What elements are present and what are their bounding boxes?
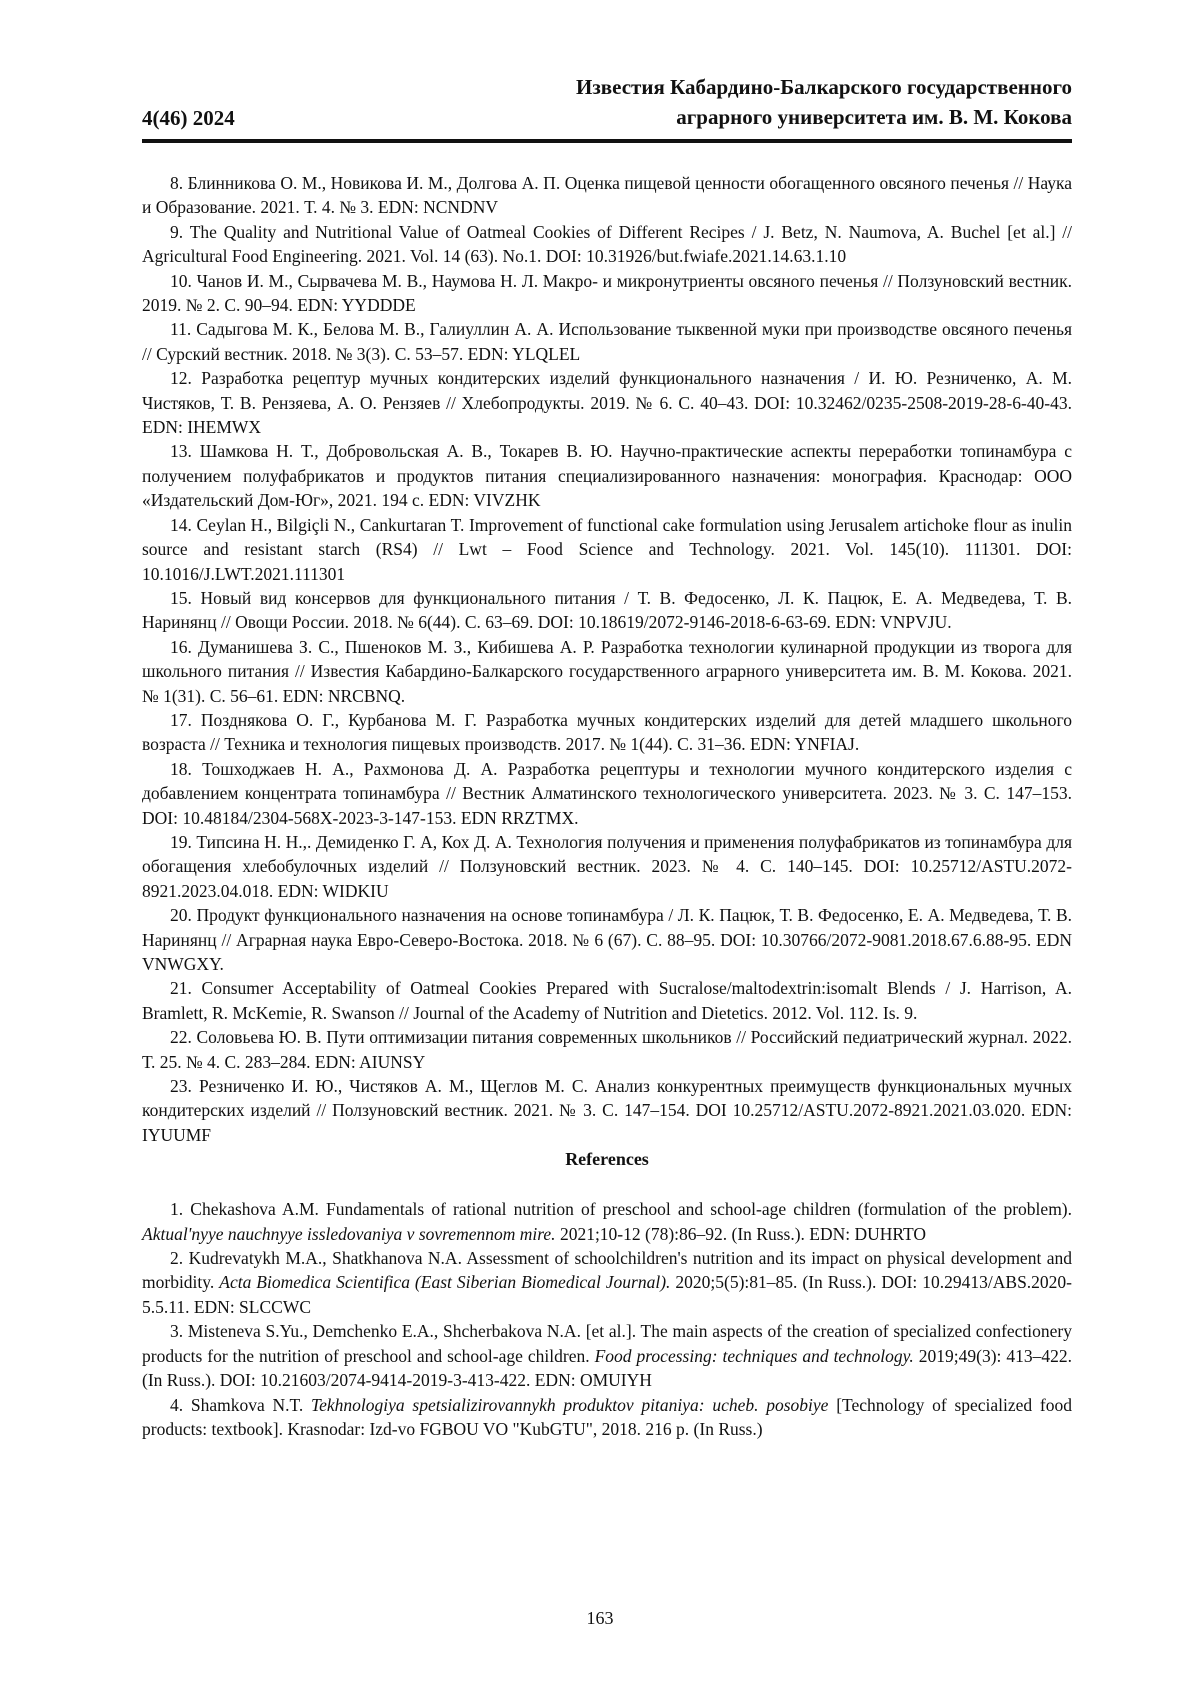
reference-number: 10. [142, 271, 192, 291]
reference-item [142, 976, 1072, 1025]
reference-text: Чанов И. М., Сырвачева М. В., Наумова Н. Л. Макро- и микронутриенты овсяного печенья // Ползуновский вестник. 2019. № 2. С. 90–94. EDN: YYDDDE [142, 271, 1072, 315]
reference-item [142, 366, 1072, 439]
english-reference-list [142, 1197, 1072, 1441]
reference-text: Позднякова О. Г., Курбанова М. Г. Разработка мучных кондитерских изделий для детей младшего школьного возраста // Техника и технология пищевых производств. 2017. № 1(44). С. 31–36. EDN: YNFIAJ. [142, 710, 1072, 754]
journal-page [0, 0, 1200, 1697]
reference-number: 23. [142, 1076, 192, 1096]
reference-item [142, 1074, 1072, 1147]
reference-number: 13. [142, 441, 192, 461]
journal-title-line-2: аграрного университета им. В. М. Кокова [150, 102, 1072, 132]
reference-text: Блинникова О. М., Новикова И. М., Долгова А. П. Оценка пищевой ценности обогащенного овсяного печенья // Наука и Образование. 2021. Т. 4. № 3. EDN: NCNDNV [142, 173, 1072, 217]
reference-number: 17. [142, 710, 192, 730]
journal-title [150, 72, 1072, 132]
reference-source: Aktual'nyye nauchnyye issledovaniya v sovremennom mire. [142, 1224, 556, 1244]
reference-item [142, 1393, 1072, 1442]
reference-source: Acta Biomedica Scientifica (East Siberian Biomedical Journal). [219, 1272, 670, 1292]
reference-source: Tekhnologiya spetsializirovannykh produktov pitaniya: ucheb. posobiye [311, 1395, 828, 1415]
reference-item [142, 317, 1072, 366]
reference-number: 9. [142, 222, 183, 242]
reference-item [142, 220, 1072, 269]
reference-number: 11. [142, 319, 191, 339]
reference-text: Chekashova A.M. Fundamentals of rational nutrition of preschool and school-age children (formulation of the problem). [190, 1199, 1072, 1219]
reference-text: Shamkova N.T. [191, 1395, 311, 1415]
reference-text: Резниченко И. Ю., Чистяков А. М., Щеглов М. С. Анализ конкурентных преимуществ функциональных мучных кондитерских изделий // Ползуновский вестник. 2021. № 3. С. 147–154. DOI 10.25712/ASTU.2072-8921.2021.03.020. EDN: IYUUMF [142, 1076, 1072, 1145]
reference-item [142, 830, 1072, 903]
reference-text: Новый вид консервов для функционального питания / Т. В. Федосенко, Л. К. Пацюк, Е. А. Медведева, Т. В. Наринянц // Овощи России. 2018. № 6(44). С. 63–69. DOI: 10.18619/2072-9146-2018-6-63-69. EDN: VNPVJU. [142, 588, 1072, 632]
reference-details: [Technology of specialized food products: textbook]. Krasnodar: Izd-vo FGBOU VO "KubGTU", 2018. 216 p. (In Russ.) [142, 1395, 1072, 1439]
reference-text: Ceylan H., Bilgiçli N., Cankurtaran T. Improvement of functional cake formulation using Jerusalem artichoke flour as inulin source and resistant starch (RS4) // Lwt – Food Science and Technology. 2021. Vol. 145(10). 111301. DOI: 10.1016/J.LWT.2021.111301 [142, 515, 1072, 584]
reference-text: Consumer Acceptability of Oatmeal Cookies Prepared with Sucralose/maltodextrin:isomalt Blends / J. Harrison, A. Bramlett, R. McKemie, R. Swanson // Journal of the Academy of Nutrition and Dietetics. 2012. Vol. 112. Is. 9. [142, 978, 1072, 1022]
reference-text: Садыгова М. К., Белова М. В., Галиуллин А. А. Использование тыквенной муки при производстве овсяного печенья // Сурский вестник. 2018. № 3(3). С. 53–57. EDN: YLQLEL [142, 319, 1072, 363]
reference-item [142, 1197, 1072, 1246]
reference-item [142, 708, 1072, 757]
reference-item [142, 1246, 1072, 1319]
reference-item [142, 171, 1072, 220]
reference-text: The Quality and Nutritional Value of Oatmeal Cookies of Different Recipes / J. Betz, N. Naumova, A. Buchel [et al.] // Agricultural Food Engineering. 2021. Vol. 14 (63). No.1. DOI: 10.31926/but.fwiafe.2021.14.63.1.10 [142, 222, 1072, 266]
reference-number: 2. [142, 1248, 183, 1268]
issue-number: 4(46) 2024 [142, 103, 235, 133]
reference-text: Думанишева З. С., Пшеноков М. З., Кибишева А. Р. Разработка технологии кулинарной продукции из творога для школьного питания // Известия Кабардино-Балкарского государственного аграрного университета им. В. М. Кокова. 2021. № 1(31). С. 56–61. EDN: NRCBNQ. [142, 637, 1072, 706]
reference-number: 22. [142, 1027, 192, 1047]
reference-text: Тошходжаев Н. А., Рахмонова Д. А. Разработка рецептуры и технологии мучного кондитерского изделия с добавлением концентрата топинамбура // Вестник Алматинского технологического университета. 2023. № 3. С. 147–153. DOI: 10.48184/2304-568X-2023-3-147-153. EDN RRZTMX. [142, 759, 1072, 828]
reference-source: Food processing: techniques and technology. [595, 1346, 914, 1366]
reference-text: Шамкова Н. Т., Добровольская А. В., Токарев В. Ю. Научно-практические аспекты переработки топинамбура с получением полуфабрикатов и продуктов питания специализированного назначения: монография. Краснодар: ООО «Издательский Дом-Юг», 2021. 194 с. EDN: VIVZHK [142, 441, 1072, 510]
reference-list [142, 171, 1072, 1441]
reference-number: 4. [142, 1395, 183, 1415]
reference-details: 2019;49(3): 413–422. (In Russ.). DOI: 10.21603/2074-9414-2019-3-413-422. EDN: OMUIYH [142, 1346, 1072, 1390]
reference-item [142, 757, 1072, 830]
reference-text: Kudrevatykh M.A., Shatkhanova N.A. Assessment of schoolchildren's nutrition and its impact on physical development and morbidity. [142, 1248, 1072, 1292]
reference-number: 14. [142, 515, 192, 535]
reference-number: 16. [142, 637, 192, 657]
reference-item [142, 903, 1072, 976]
reference-text: Misteneva S.Yu., Demchenko E.A., Shcherbakova N.A. [et al.]. The main aspects of the creation of specialized confectionery products for the nutrition of preschool and school-age children. [142, 1321, 1072, 1365]
references-heading: References [142, 1147, 1072, 1171]
reference-text: Соловьева Ю. В. Пути оптимизации питания современных школьников // Российский педиатрический журнал. 2022. Т. 25. № 4. С. 283–284. EDN: AIUNSY [142, 1027, 1072, 1071]
reference-number: 20. [142, 905, 192, 925]
reference-text: Продукт функционального назначения на основе топинамбура / Л. К. Пацюк, Т. В. Федосенко, Е. А. Медведева, Т. В. Наринянц // Аграрная наука Евро-Северо-Востока. 2018. № 6 (67). С. 88–95. DOI: 10.30766/2072-9081.2018.67.6.88-95. EDN VNWGXY. [142, 905, 1072, 974]
reference-number: 12. [142, 368, 192, 388]
reference-number: 15. [142, 588, 192, 608]
reference-item [142, 586, 1072, 635]
reference-item [142, 269, 1072, 318]
reference-number: 3. [142, 1321, 183, 1341]
journal-title-line-1: Известия Кабардино-Балкарского государственного [150, 72, 1072, 102]
reference-number: 1. [142, 1199, 183, 1219]
reference-details: 2020;5(5):81–85. (In Russ.). DOI: 10.29413/ABS.2020-5.5.11. EDN: SLCCWC [142, 1272, 1072, 1316]
russian-reference-list [142, 171, 1072, 1147]
reference-number: 21. [142, 978, 192, 998]
reference-item [142, 635, 1072, 708]
reference-item [142, 1025, 1072, 1074]
reference-text: Типсина Н. Н.,. Демиденко Г. А, Кох Д. А. Технология получения и применения полуфабрикатов из топинамбура для обогащения хлебобулочных изделий // Ползуновский вестник. 2023. № 4. С. 140–145. DOI: 10.25712/ASTU.2072-8921.2023.04.018. EDN: WIDKIU [142, 832, 1072, 901]
reference-number: 8. [142, 173, 183, 193]
reference-number: 18. [142, 759, 192, 779]
reference-item [142, 513, 1072, 586]
reference-number: 19. [142, 832, 192, 852]
reference-details: 2021;10-12 (78):86–92. (In Russ.). EDN: DUHRTO [556, 1224, 926, 1244]
header-divider [142, 139, 1072, 143]
page-number: 163 [0, 1606, 1200, 1630]
reference-text: Разработка рецептур мучных кондитерских изделий функционального назначения / И. Ю. Резниченко, А. М. Чистяков, Т. В. Рензяева, А. О. Рензяев // Хлебопродукты. 2019. № 6. С. 40–43. DOI: 10.32462/0235-2508-2019-28-6-40-43. EDN: IHEMWX [142, 368, 1072, 437]
reference-item [142, 1319, 1072, 1392]
reference-item [142, 439, 1072, 512]
